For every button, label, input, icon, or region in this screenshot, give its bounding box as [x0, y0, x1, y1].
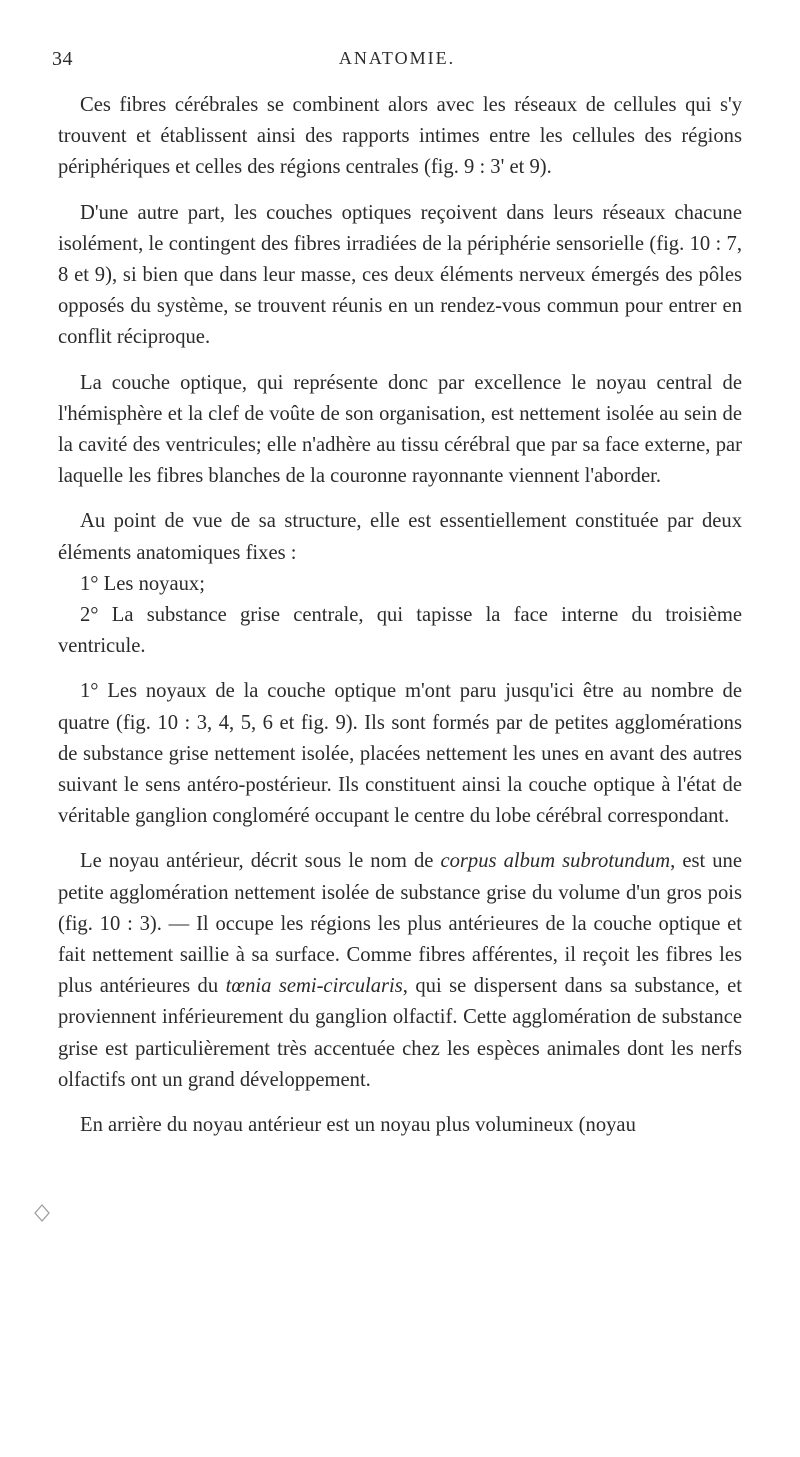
list-item-2: 2° La substance grise centrale, qui tapisse la face interne du troisième ventricule. [58, 604, 742, 658]
paragraph-1: Ces fibres cérébrales se combinent alors avec les réseaux de cellules qui s'y trouvent et établissent ainsi des rapports intimes entre les cellules des régions périphériques et celles des régions centrales (fig. 9 : 3' et 9). [58, 94, 742, 179]
body-text [58, 90, 742, 1141]
margin-mark-icon [34, 1204, 50, 1222]
text-segment: , qui se dispersent dans sa substance, et proviennent inférieurement du ganglion olfactif. Cette agglomération de substance grise est particulièrement très accentuée chez les espèces animales dont les nerfs olfactifs ont un grand développement. [58, 975, 742, 1091]
text-segment: , est une petite agglomération nettement isolée de substance grise du volume d'un gros pois (fig. 10 : 3). — Il occupe les régions les plus antérieures de la couche optique et fait nettement saillie à sa surface. Comme fibres afférentes, il reçoit les fibres les plus antérieures du [58, 850, 742, 998]
paragraph-3: La couche optique, qui représente donc par excellence le noyau central de l'hémisphère et la clef de voûte de son organisation, est nettement isolée au sein de la cavité des ventricules; elle n'adhère au tissu cérébral que par sa face externe, par laquelle les fibres blanches de la couronne rayonnante viennent l'aborder. [58, 371, 742, 488]
paragraph-last: En arrière du noyau antérieur est un noyau plus volumineux (noyau [80, 1114, 636, 1137]
running-head: ANATOMIE. [338, 48, 456, 68]
list-item-1: 1° Les noyaux; [80, 572, 205, 595]
paragraph-2: D'une autre part, les couches optiques reçoivent dans leurs réseaux chacune isolément, le contingent des fibres irradiées de la périphérie sensorielle (fig. 10 : 7, 8 et 9), si bien que dans leur masse, ces deux éléments nerveux émergés des pôles opposés du système, se trouvent réunis en un rendez-vous commun pour entrer en conflit réciproque. [58, 201, 742, 349]
paragraph-noyaux: 1° Les noyaux de la couche optique m'ont paru jusqu'ici être au nombre de quatre (fig. 10 : 3, 4, 5, 6 et fig. 9). Ils sont formés par de petites agglomérations de substance grise nettement isolée, placées nettement les unes en avant des autres suivant le sens antéro-postérieur. Ils constituent ainsi la couche optique à l'état de véritable ganglion congloméré occupant le centre du lobe cérébral correspondant. [58, 680, 742, 828]
paragraph-4: Au point de vue de sa structure, elle est essentiellement constituée par deux éléments anatomiques fixes : [58, 510, 742, 564]
paragraph-noyau-anterieur [58, 846, 742, 1096]
text-segment: Le noyau antérieur, décrit sous le nom de [80, 850, 441, 873]
page-header [52, 48, 742, 74]
page-number: 34 [52, 48, 73, 70]
latin-term-taenia: tœnia semi-circularis [225, 975, 403, 998]
latin-term-corpus-album: corpus album subrotundum [440, 850, 671, 873]
